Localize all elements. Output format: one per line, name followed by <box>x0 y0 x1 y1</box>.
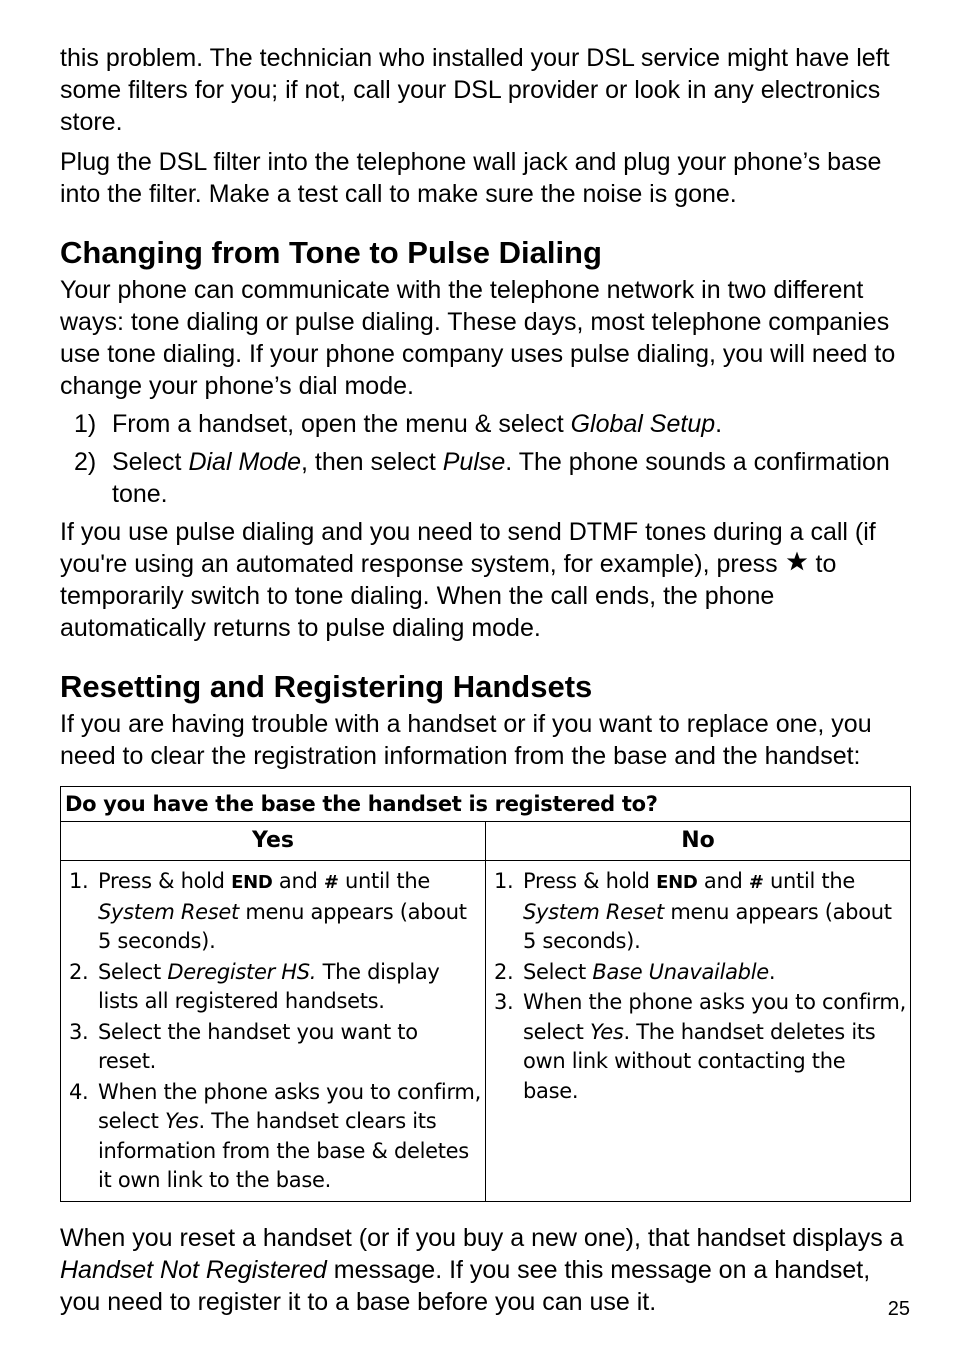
menu-name-pulse: Pulse <box>442 448 506 476</box>
tone-pulse-paragraph: Your phone can communicate with the telephone network in two different ways: tone dialing or pulse dialing. These days, most telephone companies use tone dialing. If your phone company uses pulse dialing, you will need to change your phone’s dial mode. <box>60 276 896 400</box>
tone-pulse-heading: Changing from Tone to Pulse Dialing <box>60 235 602 270</box>
dial-mode-steps <box>60 408 912 510</box>
step-text: until the <box>338 869 430 893</box>
end-key-label: END <box>231 872 273 893</box>
column-header-yes: Yes <box>61 822 486 861</box>
closing-text: When you reset a handset (or if you buy a new one), that handset displays a <box>60 1223 904 1252</box>
message-handset-not-registered: Handset Not Registered <box>60 1255 327 1284</box>
step-text: . The handset clears its information from the base & deletes it own link to the base. <box>98 1109 469 1192</box>
column-header-no: No <box>486 822 911 861</box>
step-text: and <box>697 869 749 893</box>
closing-paragraph <box>60 1222 912 1318</box>
yes-step-1 <box>67 867 481 957</box>
pound-key-label: # <box>323 872 339 893</box>
step-text: . <box>715 410 723 438</box>
step-text: and <box>272 869 324 893</box>
step-number: 2. <box>494 959 514 984</box>
reset-register-paragraph: If you are having trouble with a handset or if you want to replace one, you need to clear the registration information from the base and the handset: <box>60 710 872 770</box>
step-number: 1. <box>69 869 89 893</box>
reset-instructions-table <box>60 786 911 1202</box>
no-step-3 <box>492 988 906 1106</box>
menu-name-dial-mode: Dial Mode <box>188 448 301 476</box>
step-text: , then select <box>301 448 443 476</box>
step-text: Press & hold <box>98 869 232 893</box>
menu-option-yes: Yes <box>589 1019 624 1044</box>
step-text: The display lists all registered handsets. <box>98 959 440 1013</box>
dial-mode-step-2 <box>60 446 912 510</box>
dial-mode-step-1 <box>60 408 912 440</box>
table-question: Do you have the base the handset is registered to? <box>61 787 911 822</box>
step-text: When the phone asks you to confirm, select <box>523 990 906 1044</box>
dtmf-paragraph <box>60 516 912 644</box>
dtmf-text: to temporarily switch to tone dialing. When the call ends, the phone automatically returns to pulse dialing mode. <box>60 550 837 642</box>
reset-register-heading: Resetting and Registering Handsets <box>60 669 593 704</box>
menu-name-deregister-hs: Deregister HS. <box>167 959 317 984</box>
yes-step-2 <box>67 958 481 1017</box>
no-column-cell <box>486 861 911 1202</box>
step-text: menu appears (about 5 seconds). <box>98 899 467 953</box>
step-number: 4. <box>69 1079 89 1104</box>
no-steps-list <box>492 867 906 1106</box>
step-text: Select <box>98 959 168 984</box>
intro-paragraph-2: Plug the DSL filter into the telephone wall jack and plug your phone’s base into the filter. Make a test call to make sure the noise is gone. <box>60 148 882 208</box>
menu-name-base-unavailable: Base Unavailable <box>592 959 769 984</box>
step-text: . <box>768 959 776 984</box>
step-text: . The phone sounds a confirmation tone. <box>112 448 890 508</box>
page-number: 25 <box>887 1298 910 1320</box>
step-text: From a handset, open the menu & select <box>112 410 571 438</box>
step-text: until the <box>763 869 855 893</box>
dtmf-text: If you use pulse dialing and you need to send DTMF tones during a call (if you're using an automated response system, for example), press <box>60 518 876 578</box>
step-text: . The handset deletes its own link without contacting the base. <box>523 1019 876 1103</box>
pound-key-label: # <box>748 872 764 893</box>
step-number: 1) <box>74 410 97 438</box>
step-text: Select <box>112 448 189 476</box>
star-key-icon <box>785 550 809 574</box>
step-text: When the phone asks you to confirm, select <box>98 1079 481 1133</box>
no-step-1 <box>492 867 906 957</box>
step-text: Select <box>523 959 593 984</box>
end-key-label: END <box>656 872 698 893</box>
intro-paragraph-1: this problem. The technician who installed your DSL service might have left some filters for you; if not, call your DSL provider or look in any electronics store. <box>60 44 890 136</box>
step-number: 3. <box>69 1019 89 1044</box>
step-text: Press & hold <box>523 869 657 893</box>
step-number: 1. <box>494 869 514 893</box>
step-text: menu appears (about 5 seconds). <box>523 899 892 953</box>
step-number: 3. <box>494 990 514 1014</box>
menu-name-system-reset: System Reset <box>523 899 664 924</box>
step-text: Select the handset you want to reset. <box>98 1019 418 1073</box>
manual-page <box>60 42 912 1326</box>
menu-name-global-setup: Global Setup <box>570 410 716 438</box>
step-number: 2. <box>69 959 89 984</box>
closing-text: message. If you see this message on a handset, you need to register it to a base before you can use it. <box>60 1255 871 1316</box>
yes-step-4 <box>67 1078 481 1196</box>
yes-steps-list <box>67 867 481 1196</box>
yes-step-3 <box>67 1018 481 1077</box>
yes-column-cell <box>61 861 486 1202</box>
step-number: 2) <box>74 448 97 476</box>
menu-option-yes: Yes <box>164 1109 199 1133</box>
no-step-2 <box>492 958 906 988</box>
menu-name-system-reset: System Reset <box>98 899 239 924</box>
